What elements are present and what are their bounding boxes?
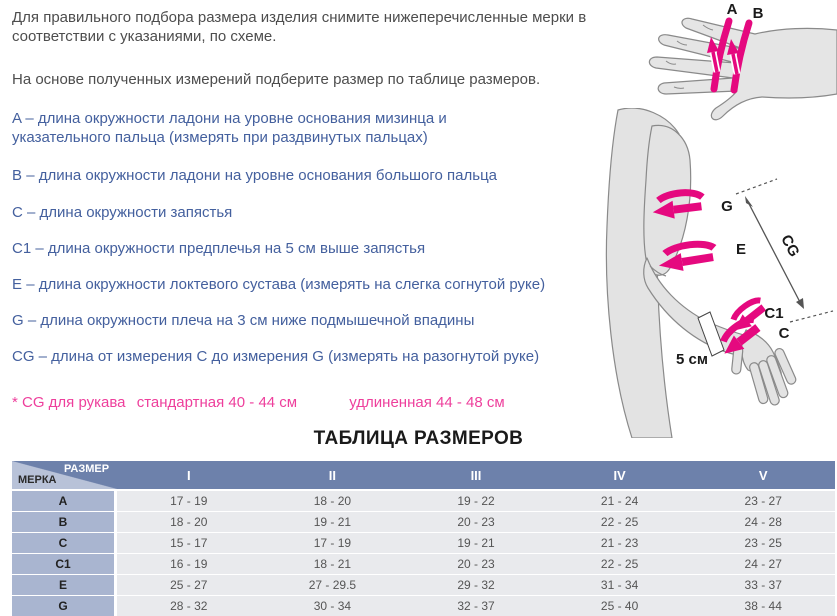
label-e: E xyxy=(735,241,747,258)
row-values xyxy=(117,512,835,532)
measurement-desc: – длина окружности плеча на 3 см ниже подмышечной впадины xyxy=(27,312,475,329)
cell: 23 - 25 xyxy=(744,536,782,550)
cell: 24 - 28 xyxy=(744,515,782,529)
cell: 21 - 24 xyxy=(600,494,639,508)
cell: 25 - 40 xyxy=(600,599,639,613)
size-column-header: V xyxy=(758,467,768,483)
cell: 38 - 44 xyxy=(744,599,782,613)
row-values xyxy=(117,575,835,595)
table-row xyxy=(12,596,835,616)
size-column-header: I xyxy=(186,467,191,483)
table-row xyxy=(12,554,835,574)
measurement-code: E xyxy=(12,276,23,293)
row-label: C xyxy=(12,533,117,553)
measurement-code: B xyxy=(12,167,23,184)
arm-shape xyxy=(606,108,797,438)
table-row xyxy=(12,512,835,532)
hand-measurement-diagram xyxy=(600,0,837,125)
measurement-desc: – длина окружности локтевого сустава (измерять на слегка согнутой руке) xyxy=(26,276,546,293)
table-row xyxy=(12,533,835,553)
label-a: A xyxy=(726,1,738,18)
cell: 17 - 19 xyxy=(170,494,208,508)
size-column-header: III xyxy=(470,467,482,483)
cell: 19 - 21 xyxy=(313,515,352,529)
cell: 22 - 25 xyxy=(600,515,639,529)
measurement-code: C xyxy=(12,204,23,221)
measurement-item-c1 xyxy=(12,239,592,258)
measurement-desc: – длина от измерения C до измерения G (измерять на разогнутой руке) xyxy=(38,348,540,365)
intro-paragraph-2: На основе полученных измерений подберите размер по таблице размеров. xyxy=(12,71,541,88)
note-extended-length: удлиненная 44 - 48 см xyxy=(349,394,505,411)
cell: 20 - 23 xyxy=(457,515,495,529)
cell: 25 - 27 xyxy=(170,578,208,592)
measurement-item-e xyxy=(12,275,592,294)
cell: 33 - 37 xyxy=(744,578,782,592)
label-5cm: 5 см xyxy=(676,351,708,368)
measurement-desc: – длина окружности ладони на уровне основания большого пальца xyxy=(26,167,498,184)
label-g: G xyxy=(721,198,733,215)
row-values xyxy=(117,533,835,553)
label-b: B xyxy=(752,5,764,22)
cell: 31 - 34 xyxy=(600,578,639,592)
cell: 30 - 34 xyxy=(313,599,352,613)
measurement-item-b xyxy=(12,166,592,185)
measurement-code: C1 xyxy=(12,240,32,257)
cell: 24 - 27 xyxy=(744,557,782,571)
table-row xyxy=(12,491,835,511)
row-values xyxy=(117,491,835,511)
measurement-item-cg xyxy=(12,347,592,366)
corner-measure-label: МЕРКА xyxy=(18,474,57,486)
row-label: C1 xyxy=(12,554,117,574)
measurement-item-g xyxy=(12,311,592,330)
measurement-code: G xyxy=(12,312,24,329)
size-table-title: ТАБЛИЦА РАЗМЕРОВ xyxy=(313,428,524,449)
measurement-code: A xyxy=(12,110,22,127)
measurement-desc: – длина окружности предплечья на 5 см выше запястья xyxy=(35,240,426,257)
cell: 19 - 21 xyxy=(457,536,495,550)
cell: 22 - 25 xyxy=(600,557,639,571)
cell: 20 - 23 xyxy=(457,557,495,571)
cell: 18 - 20 xyxy=(170,515,208,529)
arm-measurement-diagram xyxy=(600,108,837,438)
size-table-header xyxy=(12,461,835,489)
row-label: A xyxy=(12,491,117,511)
size-columns-bar xyxy=(117,461,835,489)
cell: 18 - 21 xyxy=(313,557,352,571)
measurement-desc: – длина окружности запястья xyxy=(27,204,233,221)
intro-paragraph-1: Для правильного подбора размера изделия снимите нижеперечисленные мерки в соответствии с указаниями, по схеме. xyxy=(12,9,587,45)
size-table xyxy=(12,461,835,616)
cell: 32 - 37 xyxy=(457,599,495,613)
corner-size-label: РАЗМЕР xyxy=(64,463,110,475)
row-values xyxy=(117,554,835,574)
cell: 28 - 32 xyxy=(170,599,208,613)
row-values xyxy=(117,596,835,616)
cell: 16 - 19 xyxy=(170,557,208,571)
measurement-item-c xyxy=(12,203,592,222)
cell: 23 - 27 xyxy=(744,494,782,508)
sleeve-length-note xyxy=(12,394,612,411)
cell: 17 - 19 xyxy=(313,536,352,550)
label-cg: CG xyxy=(777,231,803,260)
measurement-desc: – длина окружности ладони на уровне основания мизинца и указательного пальца (измерять при раздвинутых пальцах) xyxy=(12,110,447,146)
cell: 18 - 20 xyxy=(313,494,352,508)
label-c: C xyxy=(778,325,790,342)
measurement-code: CG xyxy=(12,348,35,365)
row-label: G xyxy=(12,596,117,616)
size-column-header: II xyxy=(328,467,336,483)
cell: 15 - 17 xyxy=(170,536,208,550)
table-row xyxy=(12,575,835,595)
cell: 19 - 22 xyxy=(457,494,495,508)
cell: 21 - 23 xyxy=(600,536,639,550)
note-standard-length: стандартная 40 - 44 см xyxy=(136,394,298,411)
measurement-item-a xyxy=(12,109,502,147)
row-label: E xyxy=(12,575,117,595)
size-column-header: IV xyxy=(613,467,626,483)
row-label: B xyxy=(12,512,117,532)
cell: 29 - 32 xyxy=(457,578,495,592)
label-c1: C1 xyxy=(764,305,784,322)
corner-cell xyxy=(12,461,117,489)
note-prefix: * CG для рукава xyxy=(12,394,126,411)
cell: 27 - 29.5 xyxy=(308,578,357,592)
